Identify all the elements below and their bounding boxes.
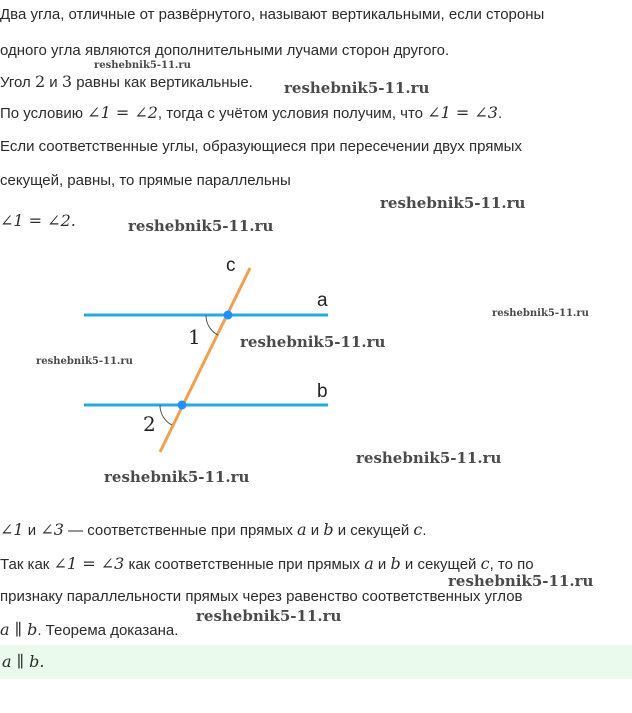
text-line: Два угла, отличные от развёрнутого, называют вертикальными, если стороны (0, 6, 545, 23)
text-line: ∠1 и ∠3 — соответственные при прямых a и b и секущей c. (0, 520, 427, 539)
label-a: a (317, 290, 328, 311)
label-b: b (317, 381, 328, 402)
answer-text: a ∥ b. (2, 652, 45, 671)
watermark: reshebnik5-11.ru (448, 572, 594, 590)
intersection-point-a (224, 311, 233, 320)
watermark: reshebnik5-11.ru (356, 449, 502, 467)
watermark: reshebnik5-11.ru (128, 217, 274, 235)
intersection-point-b (178, 401, 187, 410)
watermark: reshebnik5-11.ru (284, 79, 430, 97)
angle-1-label: 1 (188, 325, 201, 349)
watermark: reshebnik5-11.ru (380, 194, 526, 212)
text-line: Угол 2 и 3 равны как вертикальные. (0, 72, 253, 91)
angle-2-arc (160, 405, 172, 425)
angle-1-arc (206, 315, 218, 335)
text-line: a ∥ b. Теорема доказана. (0, 620, 179, 639)
text-line: секущей, равны, то прямые параллельны (0, 172, 291, 189)
watermark: reshebnik5-11.ru (104, 468, 250, 486)
angle-2-label: 2 (143, 412, 156, 436)
text-line: признаку параллельности прямых через равенство соответственных углов (0, 588, 523, 605)
label-c: c (226, 255, 236, 276)
answer-box (0, 645, 632, 679)
transversal-c (160, 268, 250, 452)
text-line: Так как ∠1 = ∠3 как соответственные при прямых a и b и секущей c, то по (0, 554, 534, 573)
text-line: По условию ∠1 = ∠2, тогда с учётом условия получим, что ∠1 = ∠3. (0, 103, 503, 122)
geometry-figure (0, 240, 632, 500)
watermark: reshebnik5-11.ru (492, 308, 589, 319)
watermark: reshebnik5-11.ru (36, 356, 133, 367)
text-line: Если соответственные углы, образующиеся при пересечении двух прямых (0, 138, 522, 155)
watermark: reshebnik5-11.ru (94, 60, 191, 71)
watermark: reshebnik5-11.ru (240, 333, 386, 351)
equation: ∠1 = ∠2. (0, 211, 76, 230)
watermark: reshebnik5-11.ru (196, 607, 342, 625)
text-line: одного угла являются дополнительными лучами сторон другого. (0, 42, 450, 59)
